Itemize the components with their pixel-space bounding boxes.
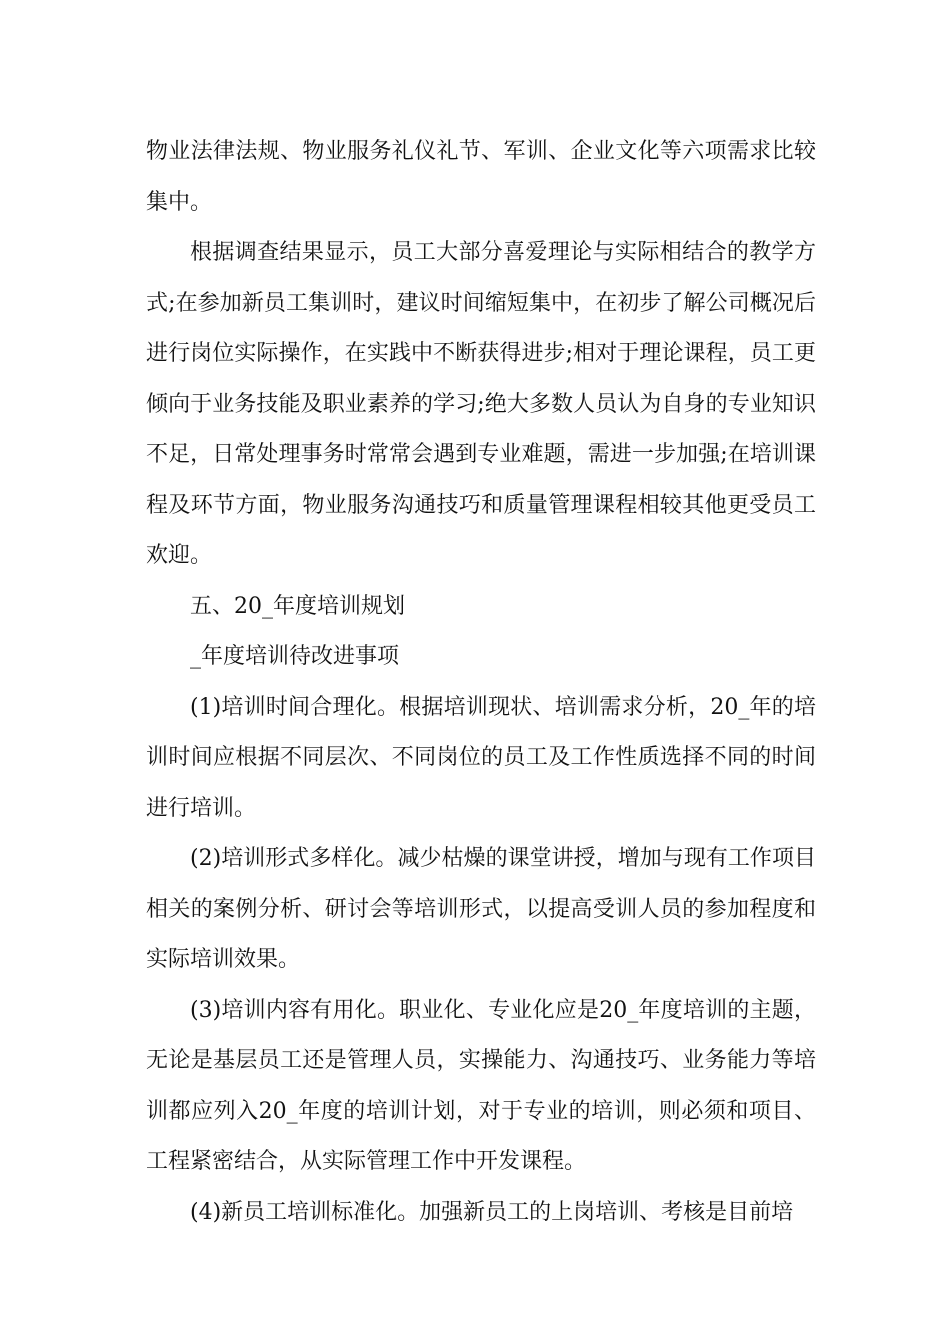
list-item-3: (3)培训内容有用化。职业化、专业化应是20_年度培训的主题，无论是基层员工还是管理人员，实操能力、沟通技巧、业务能力等培训都应列入20_年度的培训计划，对于专业的培训，则必须和项目、工程紧密结合，从实际管理工作中开发课程。	[146, 997, 816, 1174]
document-body	[146, 127, 816, 1238]
list-item-1: (1)培训时间合理化。根据培训现状、培训需求分析，20_年的培训时间应根据不同层次、不同岗位的员工及工作性质选择不同的时间进行培训。	[146, 694, 816, 821]
section-heading: 五、20_年度培训规划	[190, 593, 405, 619]
subsection-heading: _年度培训待改进事项	[190, 644, 400, 669]
paragraph-2: 根据调查结果显示，员工大部分喜爱理论与实际相结合的教学方式;在参加新员工集训时，建议时间缩短集中，在初步了解公司概况后进行岗位实际操作，在实践中不断获得进步;相对于理论课程，员工更倾向于业务技能及职业素养的学习;绝大多数人员认为自身的专业知识不足，日常处理事务时常常会遇到专业难题，需进一步加强;在培训课程及环节方面，物业服务沟通技巧和质量管理课程相较其他更受员工欢迎。	[146, 240, 816, 568]
paragraph-1: 物业法律法规、物业服务礼仪礼节、军训、企业文化等六项需求比较集中。	[146, 139, 816, 215]
list-item-2: (2)培训形式多样化。减少枯燥的课堂讲授，增加与现有工作项目相关的案例分析、研讨会等培训形式，以提高受训人员的参加程度和实际培训效果。	[146, 846, 816, 972]
list-item-4: (4)新员工培训标准化。加强新员工的上岗培训、考核是目前培	[190, 1199, 794, 1225]
